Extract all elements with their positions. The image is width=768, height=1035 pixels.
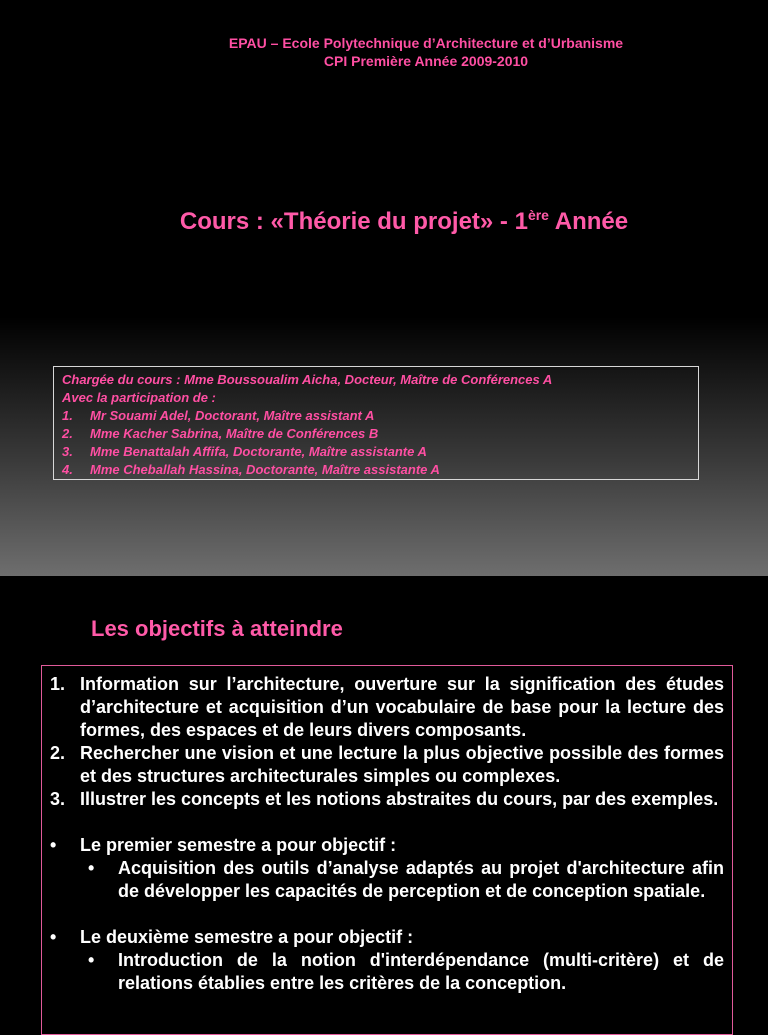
participant-number: 1.	[62, 408, 73, 423]
header-line-2: CPI Première Année 2009-2010	[323, 53, 529, 69]
objective-number: 3.	[50, 789, 66, 809]
objective-text: Rechercher une vision et une lecture la plus objective possible des formes et des structures architecturales simples ou complexes.	[80, 743, 724, 786]
semester-2-item	[50, 926, 724, 949]
semester-2-sub-text: Introduction de la notion d'interdépendance (multi-critère) et de relations établies entre les critères de la conception.	[118, 950, 724, 993]
bullet-icon: •	[88, 950, 95, 970]
teaching-staff-box	[53, 366, 699, 480]
participant-number: 2.	[62, 426, 73, 441]
participant-text: Mme Benattalah Affifa, Doctorante, Maître assistante A	[90, 444, 427, 459]
semester-2-text: Le deuxième semestre a pour objectif :	[80, 927, 414, 947]
participant-text: Mme Cheballah Hassina, Doctorante, Maître assistante A	[90, 462, 440, 477]
semester-1-sub-text: Acquisition des outils d’analyse adaptés au projet d'architecture afin de développer les capacités de perception et de conception spatiale.	[118, 858, 724, 901]
participant-text: Mr Souami Adel, Doctorant, Maître assistant A	[90, 408, 375, 423]
semester-1-item	[50, 834, 724, 857]
participant-item	[62, 407, 698, 425]
participant-item	[62, 461, 698, 479]
participant-list	[62, 407, 698, 479]
bullet-icon: •	[50, 835, 57, 855]
course-lecturer: Chargée du cours : Mme Boussoualim Aicha, Docteur, Maître de Conférences A	[62, 372, 553, 387]
objective-item	[50, 673, 724, 742]
semester-1-sub-item	[50, 857, 724, 903]
participation-label: Avec la participation de :	[62, 390, 216, 405]
course-title-sup: ère	[527, 207, 549, 223]
course-title-suffix: Année	[548, 208, 629, 235]
objectives-title: Les objectifs à atteindre	[91, 616, 343, 641]
objectives-slide	[0, 576, 768, 1024]
objective-number: 1.	[50, 674, 66, 694]
objective-item	[50, 742, 724, 788]
participant-text: Mme Kacher Sabrina, Maître de Conférences B	[90, 426, 379, 441]
participant-item	[62, 425, 698, 443]
objective-item	[50, 788, 724, 811]
objective-text: Illustrer les concepts et les notions abstraites du cours, par des exemples.	[80, 789, 719, 809]
header-line-1: EPAU – Ecole Polytechnique d’Architecture et d’Urbanisme	[228, 35, 624, 51]
objective-text: Information sur l’architecture, ouverture sur la signification des études d’architecture et acquisition d’un vocabulaire de base pour la lecture des formes, des espaces et de leurs divers composants.	[80, 674, 724, 740]
objective-number: 2.	[50, 743, 66, 763]
school-header	[0, 34, 768, 70]
course-title	[0, 207, 768, 236]
participant-item	[62, 443, 698, 461]
participant-number: 4.	[62, 462, 73, 477]
semester-2-sub-item	[50, 949, 724, 995]
objectives-box	[41, 665, 733, 1035]
semester-1-text: Le premier semestre a pour objectif :	[80, 835, 397, 855]
course-title-prefix: Cours : «Théorie du projet» - 1	[179, 208, 528, 235]
bullet-icon: •	[88, 858, 95, 878]
participant-number: 3.	[62, 444, 73, 459]
bullet-icon: •	[50, 927, 57, 947]
